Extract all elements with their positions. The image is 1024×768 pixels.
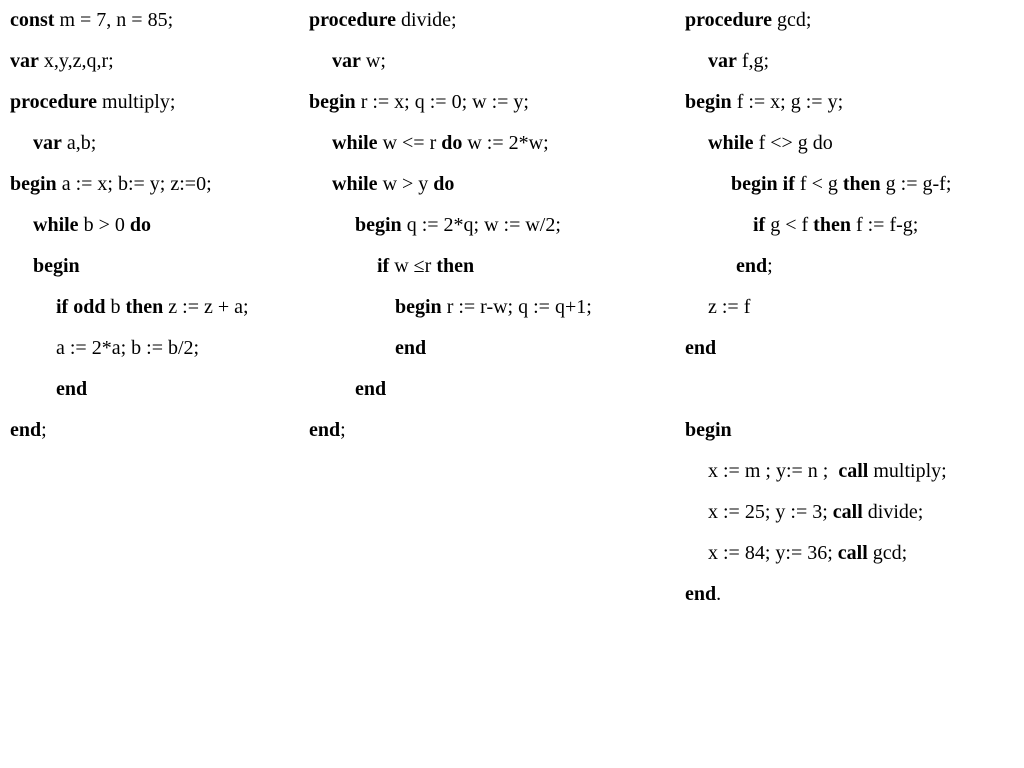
code-text: z := z + a; bbox=[163, 296, 249, 318]
code-line bbox=[309, 375, 592, 416]
code-keyword: begin bbox=[355, 214, 402, 236]
code-keyword: then bbox=[813, 214, 851, 236]
code-line bbox=[309, 293, 592, 334]
code-keyword: end bbox=[685, 583, 717, 605]
divide-procedure-column bbox=[309, 6, 592, 457]
code-line bbox=[685, 252, 951, 293]
code-keyword: call bbox=[832, 501, 863, 523]
code-line bbox=[309, 334, 592, 375]
code-text: w <= r bbox=[377, 132, 442, 154]
code-text: divide; bbox=[396, 9, 457, 31]
code-text: f,g; bbox=[736, 50, 770, 72]
code-keyword: procedure bbox=[685, 9, 773, 31]
code-text: q := 2*q; w := w/2; bbox=[401, 214, 561, 236]
code-line bbox=[10, 170, 249, 211]
code-keyword: then bbox=[436, 255, 475, 277]
code-text: multiply; bbox=[97, 91, 176, 113]
code-keyword: procedure bbox=[309, 9, 397, 31]
code-line bbox=[685, 498, 951, 539]
code-text: a := 2*a; b := b/2; bbox=[56, 337, 200, 359]
code-text: gcd; bbox=[772, 9, 812, 31]
code-text: w > y bbox=[377, 173, 434, 195]
code-keyword: procedure bbox=[10, 91, 98, 113]
code-keyword: begin if bbox=[731, 173, 795, 195]
code-line bbox=[309, 416, 592, 457]
code-text: w; bbox=[360, 50, 386, 72]
code-keyword: while bbox=[332, 173, 378, 195]
code-text: f := x; g := y; bbox=[731, 91, 844, 113]
code-line bbox=[309, 47, 592, 88]
code-keyword: end bbox=[309, 419, 341, 441]
code-line bbox=[10, 375, 249, 416]
code-line bbox=[685, 457, 951, 498]
gcd-procedure-and-main-column bbox=[685, 6, 951, 621]
code-text: x,y,z,q,r; bbox=[38, 50, 114, 72]
code-line bbox=[685, 539, 951, 580]
code-line bbox=[685, 293, 951, 334]
code-line bbox=[10, 129, 249, 170]
code-keyword: end bbox=[685, 337, 717, 359]
code-text: r := r-w; q := q+1; bbox=[441, 296, 592, 318]
code-line bbox=[309, 6, 592, 47]
code-keyword: do bbox=[441, 132, 463, 154]
code-line bbox=[309, 88, 592, 129]
code-text: multiply; bbox=[868, 460, 947, 482]
code-text: f := f-g; bbox=[850, 214, 919, 236]
code-text: b bbox=[105, 296, 126, 318]
code-line bbox=[685, 580, 951, 621]
code-text: f < g bbox=[794, 173, 843, 195]
code-line bbox=[685, 170, 951, 211]
code-line bbox=[309, 129, 592, 170]
code-line bbox=[10, 416, 249, 457]
code-line bbox=[10, 47, 249, 88]
code-text: f <> g do bbox=[753, 132, 833, 154]
code-text: g < f bbox=[765, 214, 814, 236]
code-line bbox=[309, 211, 592, 252]
code-keyword: begin bbox=[685, 91, 732, 113]
code-line bbox=[10, 334, 249, 375]
multiply-procedure-column bbox=[10, 6, 249, 457]
code-text: a := x; b:= y; z:=0; bbox=[56, 173, 212, 195]
code-line bbox=[10, 88, 249, 129]
code-text: b > 0 bbox=[78, 214, 130, 236]
code-keyword: call bbox=[838, 460, 869, 482]
code-line bbox=[10, 252, 249, 293]
code-keyword: begin bbox=[395, 296, 442, 318]
code-line bbox=[685, 334, 951, 375]
code-keyword: if bbox=[377, 255, 390, 277]
code-line bbox=[685, 47, 951, 88]
code-keyword: while bbox=[33, 214, 79, 236]
code-keyword: then bbox=[842, 173, 881, 195]
code-text: m = 7, n = 85; bbox=[54, 9, 174, 31]
code-text: g := g-f; bbox=[880, 173, 952, 195]
code-keyword: do bbox=[433, 173, 455, 195]
code-keyword: begin bbox=[33, 255, 80, 277]
code-text: ; bbox=[340, 419, 346, 441]
code-keyword: begin bbox=[309, 91, 356, 113]
code-text: ; bbox=[767, 255, 773, 277]
code-text: x := 84; y:= 36; bbox=[708, 542, 838, 564]
code-keyword: var bbox=[708, 50, 737, 72]
code-line bbox=[685, 211, 951, 252]
code-keyword: while bbox=[708, 132, 754, 154]
code-keyword: end bbox=[56, 378, 88, 400]
code-keyword: end bbox=[10, 419, 42, 441]
code-line bbox=[309, 252, 592, 293]
code-line bbox=[685, 416, 951, 457]
code-line bbox=[309, 170, 592, 211]
code-text: gcd; bbox=[867, 542, 908, 564]
code-line bbox=[10, 6, 249, 47]
code-keyword: if odd bbox=[56, 296, 106, 318]
code-line bbox=[10, 293, 249, 334]
code-keyword: if bbox=[753, 214, 766, 236]
code-text: divide; bbox=[862, 501, 924, 523]
code-keyword: end bbox=[355, 378, 387, 400]
code-keyword: end bbox=[395, 337, 427, 359]
code-keyword: end bbox=[736, 255, 768, 277]
code-keyword: const bbox=[10, 9, 55, 31]
code-text: ; bbox=[41, 419, 47, 441]
code-keyword: var bbox=[332, 50, 361, 72]
code-keyword: do bbox=[129, 214, 151, 236]
code-keyword: while bbox=[332, 132, 378, 154]
code-line bbox=[685, 129, 951, 170]
code-text: r := x; q := 0; w := y; bbox=[355, 91, 529, 113]
code-text: w := 2*w; bbox=[462, 132, 549, 154]
code-line bbox=[10, 211, 249, 252]
code-text: . bbox=[716, 583, 722, 605]
code-line bbox=[685, 375, 951, 416]
code-text: w ≤r bbox=[389, 255, 437, 277]
code-text: z := f bbox=[708, 296, 751, 318]
code-keyword: call bbox=[837, 542, 868, 564]
code-line bbox=[685, 6, 951, 47]
code-keyword: var bbox=[33, 132, 62, 154]
code-text: a,b; bbox=[61, 132, 97, 154]
code-keyword: begin bbox=[10, 173, 57, 195]
code-line bbox=[685, 88, 951, 129]
code-keyword: then bbox=[125, 296, 164, 318]
code-keyword: var bbox=[10, 50, 39, 72]
code-keyword: begin bbox=[685, 419, 732, 441]
code-text: x := 25; y := 3; bbox=[708, 501, 833, 523]
code-text: x := m ; y:= n ; bbox=[708, 460, 839, 482]
